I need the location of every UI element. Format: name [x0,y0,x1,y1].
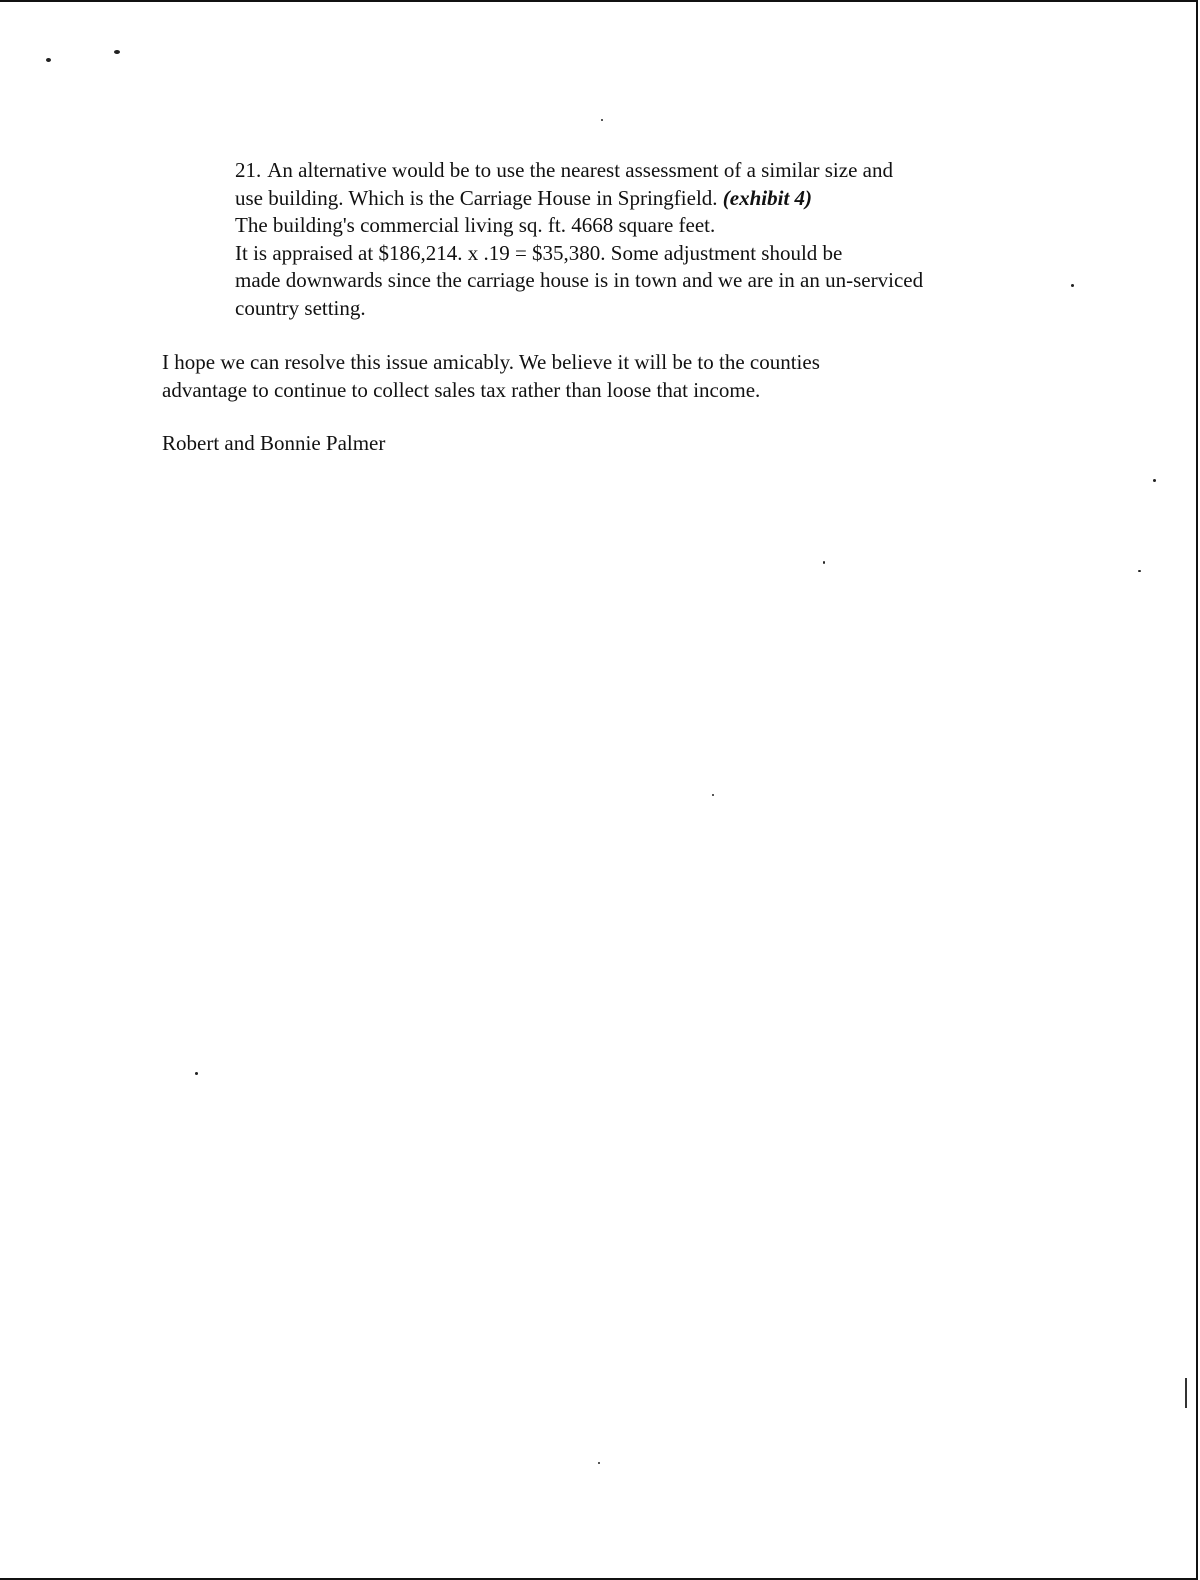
scan-speck [598,1462,600,1464]
item-line-2 [235,185,1095,213]
scan-speck [114,50,120,54]
scan-speck [1153,479,1156,482]
item-line-6: country setting. [235,295,366,320]
item-line-1-text: An alternative would be to use the nearest assessment of a similar size and [267,158,893,182]
scan-speck [601,119,603,121]
exhibit-reference: (exhibit 4) [722,185,813,210]
item-line-1 [235,157,1095,185]
item-line-3: The building's commercial living sq. ft. 4668 square feet. [235,213,716,237]
numbered-item-21 [235,157,1095,322]
closing-paragraph [162,349,1062,404]
scan-speck [1138,570,1141,572]
item-line-5: made downwards since the carriage house is in town and we are in an un-serviced [235,268,924,292]
closing-line-2: advantage to continue to collect sales tax rather than loose that income. [162,377,761,402]
scan-speck [712,794,714,796]
signature: Robert and Bonnie Palmer [162,431,386,455]
scan-speck [195,1072,198,1075]
item-line-4: It is appraised at $186,214. x .19 = $35,380. Some adjustment should be [235,240,843,265]
item-line-2-text: use building. Which is the Carriage House in Springfield. [235,185,718,210]
closing-line-1: I hope we can resolve this issue amicably. We believe it will be to the counties [162,350,820,374]
scan-speck [46,58,51,62]
scan-edge-mark [1185,1378,1187,1408]
item-number: 21. [235,158,262,182]
scan-speck [823,561,825,564]
